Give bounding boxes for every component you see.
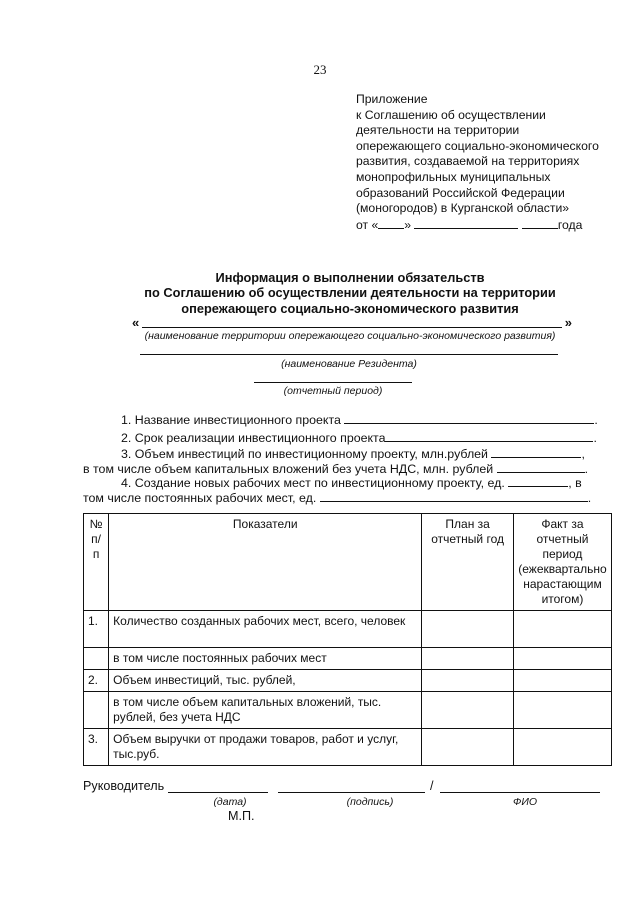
table-row	[84, 611, 612, 648]
appendix-line: к Соглашению об осуществлении	[356, 107, 546, 122]
fact-cell[interactable]	[513, 692, 611, 729]
document-title	[60, 270, 640, 316]
appendix-line: Приложение	[356, 92, 428, 106]
appendix-line: (моногородов) в Курганской области»	[356, 201, 570, 216]
appendix-block	[356, 92, 626, 233]
title-line: опережающего социально-экономического развития	[181, 300, 519, 316]
investment-field[interactable]	[491, 446, 581, 458]
date-prefix: от «	[356, 217, 379, 232]
territory-caption: (наименование территории опережающего социально-экономического развития)	[144, 330, 556, 342]
plan-cell[interactable]	[422, 670, 514, 692]
signature-date-field[interactable]	[168, 792, 268, 793]
row-num: 1.	[84, 611, 109, 648]
row-label: Объем выручки от продажи товаров, работ и услуг, тыс.руб.	[109, 729, 422, 766]
period-input-line[interactable]	[254, 382, 412, 383]
date-day-field[interactable]	[378, 217, 404, 229]
project-name-field[interactable]	[344, 412, 594, 424]
date-caption: (дата)	[213, 796, 247, 808]
table-header-row	[84, 514, 612, 611]
date-mid: »	[404, 217, 412, 232]
signature-head-label: Руководитель	[83, 779, 165, 793]
question-3b-label: в том числе объем капитальных вложений без учета НДС, млн. рублей	[83, 462, 494, 476]
date-year-field[interactable]	[522, 217, 558, 229]
question-3b: в том числе объем капитальных вложений без учета НДС, млн. рублей .	[83, 462, 589, 476]
signature-line	[83, 779, 613, 797]
fact-cell[interactable]	[513, 648, 611, 670]
signature-slash: /	[430, 779, 434, 793]
header-fact: Факт за отчетный период (ежеквартально нарастающим итогом)	[513, 514, 611, 611]
appendix-line: развития, создаваемой на территориях	[356, 154, 580, 169]
appendix-line: монопрофильных муниципальных	[356, 169, 551, 184]
question-4	[121, 475, 582, 490]
title-line: по Соглашению об осуществлении деятельности на территории	[144, 285, 556, 301]
row-num: 3.	[84, 729, 109, 766]
page-number: 23	[313, 62, 327, 77]
table-row	[84, 729, 612, 766]
territory-input-line[interactable]	[142, 327, 562, 328]
territory-field	[132, 315, 572, 331]
table-row	[84, 670, 612, 692]
fio-caption: ФИО	[512, 796, 538, 808]
row-num	[84, 648, 109, 670]
row-num	[84, 692, 109, 729]
table-row	[84, 648, 612, 670]
header-plan: План за отчетный год	[422, 514, 514, 611]
appendix-line: опережающего социально-экономического	[356, 138, 599, 153]
resident-input-line[interactable]	[140, 354, 558, 355]
appendix-date	[356, 217, 626, 234]
header-num: № п/п	[84, 514, 109, 611]
stamp-label: М.П.	[228, 809, 255, 823]
question-3: 3. Объем инвестиций по инвестиционному проекту, млн.рублей ,	[121, 447, 585, 461]
signature-fio-field[interactable]	[440, 792, 600, 793]
plan-cell[interactable]	[422, 729, 514, 766]
row-label: в том числе объем капитальных вложений, тыс. рублей, без учета НДС	[109, 692, 422, 729]
date-month-field[interactable]	[414, 217, 518, 229]
fact-cell[interactable]	[513, 729, 611, 766]
question-1-label: 1. Название инвестиционного проекта	[121, 413, 341, 427]
period-caption: (отчетный период)	[283, 385, 383, 397]
permanent-jobs-field[interactable]	[320, 490, 588, 502]
sign-caption: (подпись)	[346, 796, 394, 808]
table-row	[84, 692, 612, 729]
quote-close: »	[564, 315, 572, 330]
capex-field[interactable]	[497, 461, 585, 473]
date-suffix: года	[557, 217, 583, 232]
question-4b-label: том числе постоянных рабочих мест, ед.	[83, 491, 317, 505]
question-4-label: 4. Создание новых рабочих мест по инвестиционному проекту, ед.	[121, 476, 505, 490]
row-label: Объем инвестиций, тыс. рублей,	[109, 670, 422, 692]
appendix-line: деятельности на территории	[356, 123, 520, 138]
title-line: Информация о выполнении обязательств	[215, 270, 485, 285]
appendix-line: образований Российской Федерации	[356, 185, 565, 200]
project-term-field[interactable]	[385, 430, 593, 442]
plan-cell[interactable]	[422, 692, 514, 729]
header-indicator: Показатели	[109, 514, 422, 611]
question-4-tail: , в	[568, 476, 582, 490]
row-label: в том числе постоянных рабочих мест	[109, 648, 422, 670]
plan-cell[interactable]	[422, 611, 514, 648]
question-2-label: 2. Срок реализации инвестиционного проекта	[121, 431, 386, 445]
quote-open: «	[132, 315, 140, 330]
row-num: 2.	[84, 670, 109, 692]
question-2: 2. Срок реализации инвестиционного проекта .	[121, 431, 597, 445]
indicators-table	[83, 513, 612, 766]
resident-caption: (наименование Резидента)	[281, 358, 417, 370]
row-label: Количество созданных рабочих мест, всего, человек	[109, 611, 422, 648]
question-1: 1. Название инвестиционного проекта .	[121, 413, 598, 427]
fact-cell[interactable]	[513, 670, 611, 692]
fact-cell[interactable]	[513, 611, 611, 648]
question-4b: том числе постоянных рабочих мест, ед. .	[83, 491, 592, 505]
new-jobs-field[interactable]	[508, 475, 568, 487]
signature-sign-field[interactable]	[278, 792, 425, 793]
plan-cell[interactable]	[422, 648, 514, 670]
question-3-label: 3. Объем инвестиций по инвестиционному проекту, млн.рублей	[121, 447, 488, 461]
